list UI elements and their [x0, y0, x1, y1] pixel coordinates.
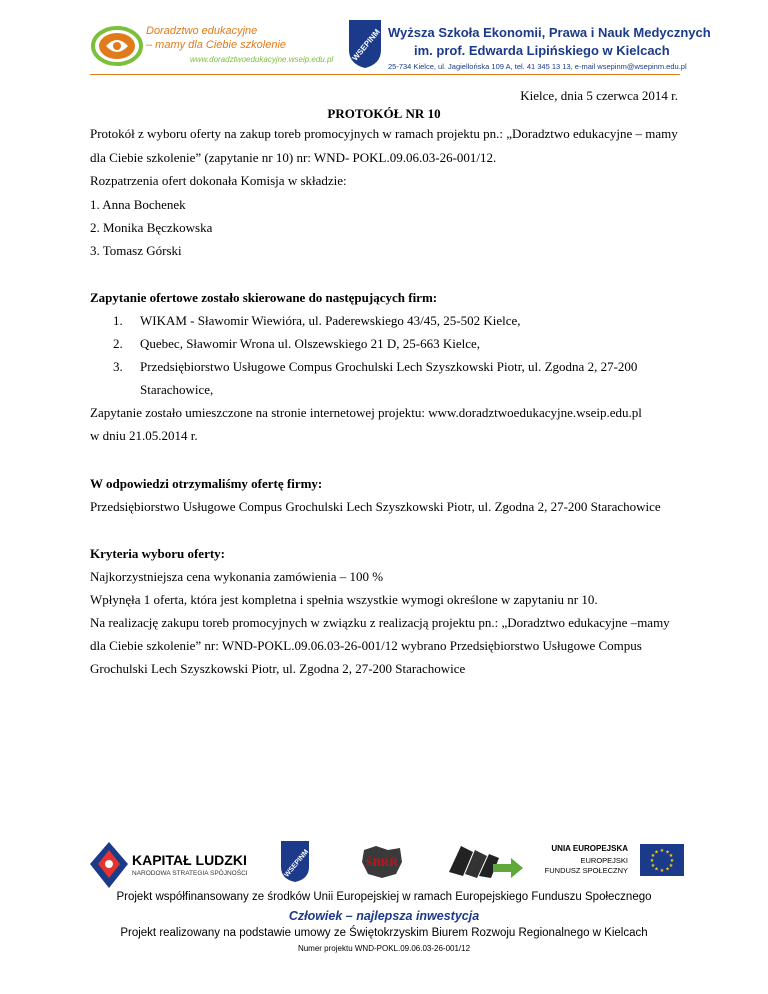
commission-intro: Rozpatrzenia ofert dokonała Komisja w składzie:: [90, 173, 347, 188]
school-name-line2: im. prof. Edwarda Lipińskiego w Kielcach: [414, 43, 670, 58]
wsepinm-badge-icon: [345, 18, 385, 70]
svg-text:★: ★: [654, 849, 659, 856]
letterhead: [0, 0, 768, 80]
svg-text:ŚBRR: ŚBRR: [365, 855, 399, 869]
svg-text:★: ★: [669, 858, 675, 864]
firm-entry: Przedsiębiorstwo Usługowe Compus Grochulski Lech Szyszkowski Piotr, ul. Zgodna 2, 27-200: [140, 359, 638, 374]
document-title: PROTOKÓŁ NR 10: [327, 106, 441, 121]
firm-entry: Quebec, Sławomir Wrona ul. Olszewskiego 21 D, 25-663 Kielce,: [140, 336, 481, 351]
wsepinm-footer-badge-icon: [278, 840, 312, 884]
svg-text:★: ★: [665, 866, 670, 873]
svg-text:★: ★: [650, 853, 656, 859]
firm-number: 1.: [113, 313, 123, 328]
kapital-ludzki-subtitle: NARODOWA STRATEGIA SPÓJNOŚCI: [132, 870, 248, 877]
firm-number: 3.: [113, 359, 123, 374]
footer-project-number: Numer projektu WND-POKL.09.06.03-26-001/12: [297, 944, 471, 953]
school-address: 25-734 Kielce, ul. Jagiellońska 109 A, tel. 41 345 13 13, e-mail wsepinm@wsepinm.edu.pl: [388, 62, 687, 71]
response-text: Przedsiębiorstwo Usługowe Compus Grochulski Lech Szyszkowski Piotr, ul. Zgodna 2, 27-200 Starachowice: [90, 499, 661, 514]
logo-url: www.doradztwoedukacyjne.wseip.edu.pl: [190, 55, 334, 64]
footer-slogan: Człowiek – najlepsza inwestycja: [288, 909, 480, 923]
footer-agreement: Projekt realizowany na podstawie umowy ze Świętokrzyskim Biurem Rozwoju Regionalnego w Kielcach: [120, 927, 648, 939]
firm-entry-continued: Starachowice,: [140, 382, 214, 397]
posted-line-1: Zapytanie zostało umieszczone na stronie internetowej projektu: www.doradztwoedukacyjne.wseip.edu.pl: [90, 405, 642, 420]
commission-member: 1. Anna Bochenek: [90, 197, 186, 212]
commission-member: 2. Monika Bęczkowska: [90, 220, 213, 235]
svg-text:WSEPINM: WSEPINM: [283, 848, 311, 879]
svg-text:★: ★: [659, 868, 665, 874]
eu-text-line3: FUNDUSZ SPOŁECZNY: [544, 866, 628, 875]
project-logo: [90, 22, 340, 70]
books-arrow-icon: [445, 844, 523, 886]
kapital-ludzki-title: KAPITAŁ LUDZKI: [132, 852, 247, 868]
commission-member: 3. Tomasz Górski: [90, 243, 182, 258]
school-name-line1: Wyższa Szkoła Ekonomii, Prawa i Nauk Medycznych: [388, 25, 711, 40]
decision-line-2: dla Ciebie szkolenie” nr: WND-POKL.09.06.03-26-001/12 wybrano Przedsiębiorstwo Usługowe Compus: [90, 638, 642, 653]
svg-text:WSEPINM: WSEPINM: [350, 27, 382, 63]
svg-text:★: ★: [659, 848, 665, 854]
footer-logos: [90, 838, 690, 888]
received-text: Wpłynęła 1 oferta, która jest kompletna i spełnia wszystkie wymogi określone w zapytaniu nr 10.: [90, 592, 598, 607]
logo-text-line1: Doradztwo edukacyjne: [146, 25, 258, 37]
svg-text:★: ★: [649, 858, 655, 864]
eu-text-line2: EUROPEJSKI: [580, 856, 628, 865]
footer-cofinancing: Projekt współfinansowany ze środków Unii Europejskiej w ramach Europejskiego Funduszu Społecznego: [116, 891, 652, 903]
firm-entry: WIKAM - Sławomir Wiewióra, ul. Paderewskiego 43/45, 25-502 Kielce,: [140, 313, 521, 328]
svg-text:★: ★: [668, 863, 674, 869]
svg-text:★: ★: [650, 863, 656, 869]
header-divider: [90, 74, 680, 75]
firm-number: 2.: [113, 336, 123, 351]
response-heading: W odpowiedzi otrzymaliśmy ofertę firmy:: [90, 476, 323, 491]
eu-text-line1: UNIA EUROPEJSKA: [551, 844, 628, 853]
intro-line-2: dla Ciebie szkolenie” (zapytanie nr 10) nr: WND- POKL.09.06.03-26-001/12.: [90, 150, 497, 165]
criteria-text: Najkorzystniejsza cena wykonania zamówienia – 100 %: [90, 569, 384, 584]
project-logo-icon: [90, 22, 144, 68]
kapital-ludzki-icon: [90, 842, 128, 888]
decision-line-1: Na realizację zakupu toreb promocyjnych w związku z realizacją projektu pn.: „Doradztwo edukacyjne –mamy: [90, 615, 670, 630]
place-date: Kielce, dnia 5 czerwca 2014 r.: [520, 88, 678, 103]
posted-line-2: w dniu 21.05.2014 r.: [90, 428, 198, 443]
criteria-heading: Kryteria wyboru oferty:: [90, 546, 226, 561]
logo-text-line2: – mamy dla Ciebie szkolenie: [146, 39, 287, 51]
decision-line-3: Grochulski Lech Szyszkowski Piotr, ul. Zgodna 2, 27-200 Starachowice: [90, 661, 466, 676]
svg-text:★: ★: [654, 866, 659, 873]
svg-text:★: ★: [668, 853, 674, 859]
eu-flag-icon: [640, 844, 684, 876]
svg-text:★: ★: [665, 849, 670, 856]
inquiry-heading: Zapytanie ofertowe zostało skierowane do następujących firm:: [90, 290, 438, 305]
sbrr-logo-icon: [358, 844, 406, 884]
intro-line-1: Protokół z wyboru oferty na zakup toreb promocyjnych w ramach projektu pn.: „Doradztwo edukacyjne – mamy: [90, 126, 678, 141]
